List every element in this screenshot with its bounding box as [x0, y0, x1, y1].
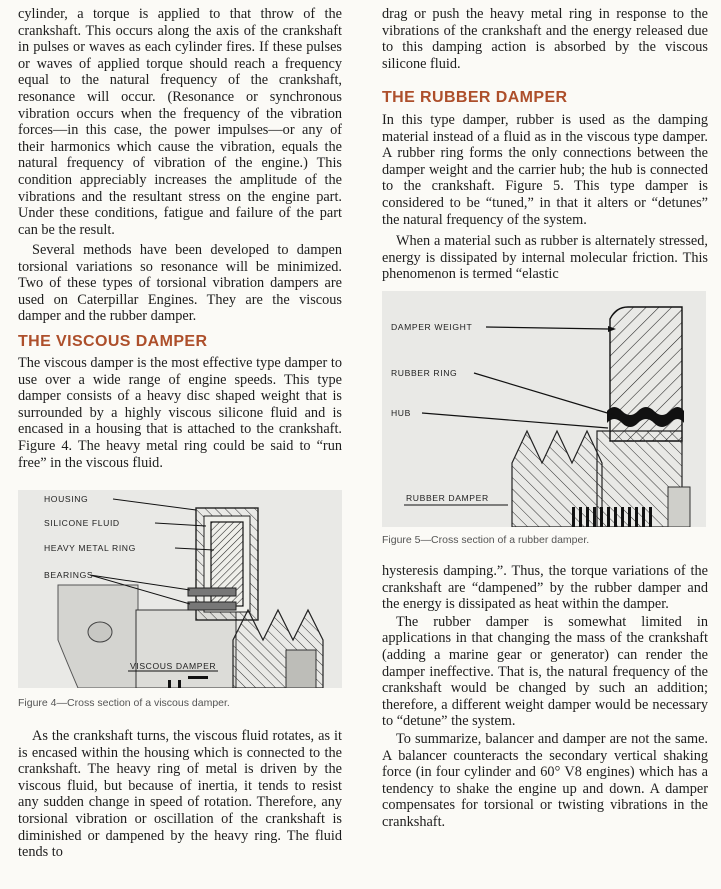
- heading-rubber-damper: THE RUBBER DAMPER: [382, 89, 568, 106]
- label-bearings: BEARINGS: [44, 570, 94, 580]
- paragraph-methods: Several methods have been developed to dampen torsional variations so resonance will be minimized. Two of these types of torsional vibration dampers are used on Caterpillar Engines. They are the viscous damper and the rubber damper.: [18, 242, 342, 325]
- label-damper-weight: DAMPER WEIGHT: [391, 322, 473, 332]
- paragraph-hysteresis-start: When a material such as rubber is alternately stressed, energy is dissipated by internal molecular friction. This phenomenon is termed “elastic: [382, 233, 708, 283]
- label-rubber-damper: RUBBER DAMPER: [406, 493, 489, 503]
- label-viscous-damper: VISCOUS DAMPER: [130, 661, 217, 671]
- paragraph-hysteresis-continued: hysteresis damping.”. Thus, the torque variations of the crankshaft are “dampened” by the rubber damper and the energy is dissipated as heat within the damper.: [382, 563, 708, 613]
- label-heavy-metal-ring: HEAVY METAL RING: [44, 543, 136, 553]
- label-housing: HOUSING: [44, 494, 89, 504]
- figure-5-rubber-damper: [382, 291, 706, 527]
- left-column: [18, 6, 342, 861]
- rubber-damper-diagram: [382, 291, 706, 527]
- paragraph-resonance: cylinder, a torque is applied to that throw of the crankshaft. This occurs along the axis of the crankshaft in pulses or waves as each cylinder fires. If these pulses or waves of applied torque should reach a frequency equal to the natural frequency of the crankshaft, resonance will occur. (Resonance or synchronous vibration occurs when the frequency of the vibration forces—in this case, the power impulses—or any of their harmonics which cause the vibration, equals the natural frequency of vibration of the engine.) This condition appreciably increases the amplitude of the vibrations and the resultant stress on the engine part. Under these conditions, fatigue and failure of the part can be the result.: [18, 6, 342, 238]
- right-column: [382, 6, 708, 831]
- paragraph-rubber-intro: In this type damper, rubber is used as the damping material instead of a fluid as in the viscous type damper. A rubber ring forms the only connections between the damper weight and the carrier hub; the hub is connected to the crankshaft. Figure 5. This type damper is considered to be “tuned,” in that it alters or “detunes” the natural frequency of the system.: [382, 112, 708, 228]
- caption-figure-5: Figure 5—Cross section of a rubber damper.: [382, 534, 590, 546]
- paragraph-rubber-limits: The rubber damper is somewhat limited in applications in that changing the mass of the crankshaft (adding a marine gear or generator) can render the damper ineffective. That is, the natural frequency of the crankshaft would be changed by such an addition; therefore, a different weight damper would be necessary to “detune” the system.: [382, 613, 708, 730]
- paragraph-viscous-continued: drag or push the heavy metal ring in response to the vibrations of the crankshaft and the energy released due to this damping action is absorbed by the viscous silicone fluid.: [382, 6, 708, 72]
- label-hub: HUB: [391, 408, 411, 418]
- caption-figure-4: Figure 4—Cross section of a viscous damper.: [18, 697, 230, 709]
- viscous-damper-diagram: [18, 490, 342, 688]
- paragraph-summary: To summarize, balancer and damper are not the same. A balancer counteracts the secondary vertical shaking force (in four cylinder and 60° V8 engines) which has a tendency to shake the engine up and down. A damper compensates for torsional or twisting vibrations in the crankshaft.: [382, 730, 708, 830]
- label-rubber-ring: RUBBER RING: [391, 368, 458, 378]
- paragraph-viscous-intro: The viscous damper is the most effective type damper to use over a wide range of engine speeds. This type damper consists of a heavy disc shaped weight that is surrounded by a highly viscous silicone fluid and is encased in a housing that is attached to the crankshaft. Figure 4. The heavy metal ring could be said to “run free” in the viscous fluid.: [18, 355, 342, 471]
- paragraph-viscous-operation: As the crankshaft turns, the viscous fluid rotates, as it is encased within the housing which is connected to the crankshaft. The heavy ring of metal is driven by the viscous fluid, but because of inertia, it tends to resist any sudden change in speed of rotation. Therefore, any torsional vibration or oscillation of the crankshaft is diminished or dampened by the heavy ring. The fluid tends to: [18, 728, 342, 861]
- heading-viscous-damper: THE VISCOUS DAMPER: [18, 333, 208, 350]
- label-silicone-fluid: SILICONE FLUID: [44, 518, 120, 528]
- figure-4-viscous-damper: [18, 490, 342, 688]
